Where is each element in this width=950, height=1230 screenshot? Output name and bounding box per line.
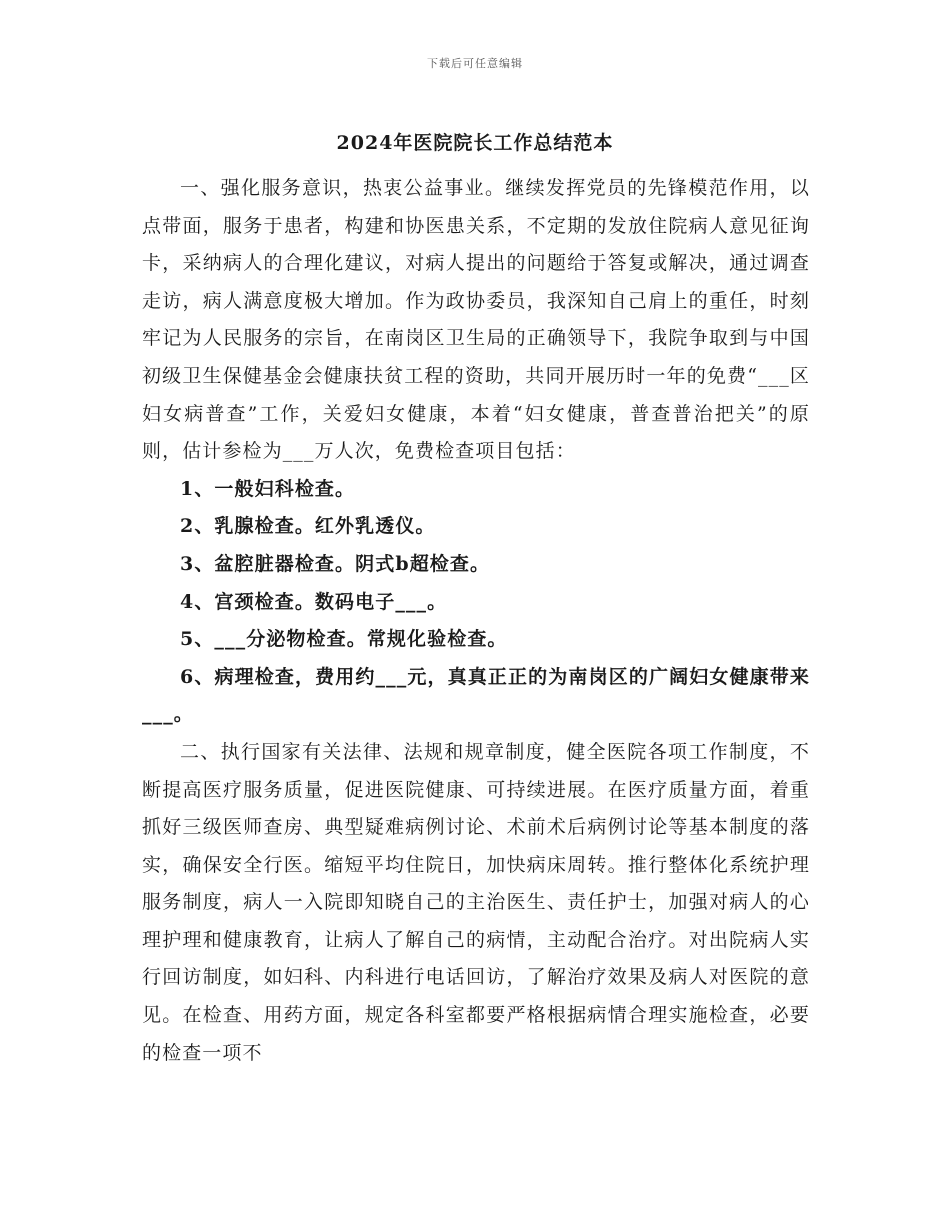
paragraph-section-one: 一、强化服务意识，热衷公益事业。继续发挥党员的先锋模范作用，以点带面，服务于患者，构建和协医患关系，不定期的发放住院病人意见征询卡，采纳病人的合理化建议，对病人提出的问题给于答复或解决，通过调查走访，病人满意度极大增加。作为政协委员，我深知自己肩上的重任，时刻牢记为人民服务的宗旨，在南岗区卫生局的正确领导下，我院争取到与中国初级卫生保健基金会健康扶贫工程的资助，共同开展历时一年的免费“___区妇女病普查”工作，关爱妇女健康，本着“妇女健康，普查普治把关”的原则，估计参检为___万人次，免费检查项目包括： xyxy=(142,177,810,463)
list-item-4: 4、宫颈检查。数码电子___。 xyxy=(180,590,448,613)
paragraph-section-two: 二、执行国家有关法律、法规和规章制度，健全医院各项工作制度，不断提高医疗服务质量，促进医院健康、可持续进展。在医疗质量方面，着重抓好三级医师查房、典型疑难病例讨论、术前术后病例讨论等基本制度的落实，确保安全行医。缩短平均住院日，加快病床周转。推行整体化系统护理服务制度，病人一入院即知晓自己的主治医生、责任护士，加强对病人的心理护理和健康教育，让病人了解自己的病情，主动配合治疗。对出院病人实行回访制度，如妇科、内科进行电话回访，了解治疗效果及病人对医院的意见。在检查、用药方面，规定各科室都要严格根据病情合理实施检查，必要的检查一项不 xyxy=(142,740,810,1064)
list-item-3: 3、盆腔脏器检查。阴式b超检查。 xyxy=(180,552,491,575)
list-item-2: 2、乳腺检查。红外乳透仪。 xyxy=(180,515,436,538)
header-note: 下载后可任意编辑 xyxy=(427,57,523,70)
list-item-5: 5、___分泌物检查。常规化验检查。 xyxy=(180,628,508,651)
document-body xyxy=(142,170,810,1072)
document-title: 2024年医院院长工作总结范本 xyxy=(336,132,614,154)
list-item-1: 1、一般妇科检查。 xyxy=(180,477,356,500)
list-item-6: 6、病理检查，费用约___元，真真正正的为南岗区的广阔妇女健康带来___。 xyxy=(142,665,810,726)
